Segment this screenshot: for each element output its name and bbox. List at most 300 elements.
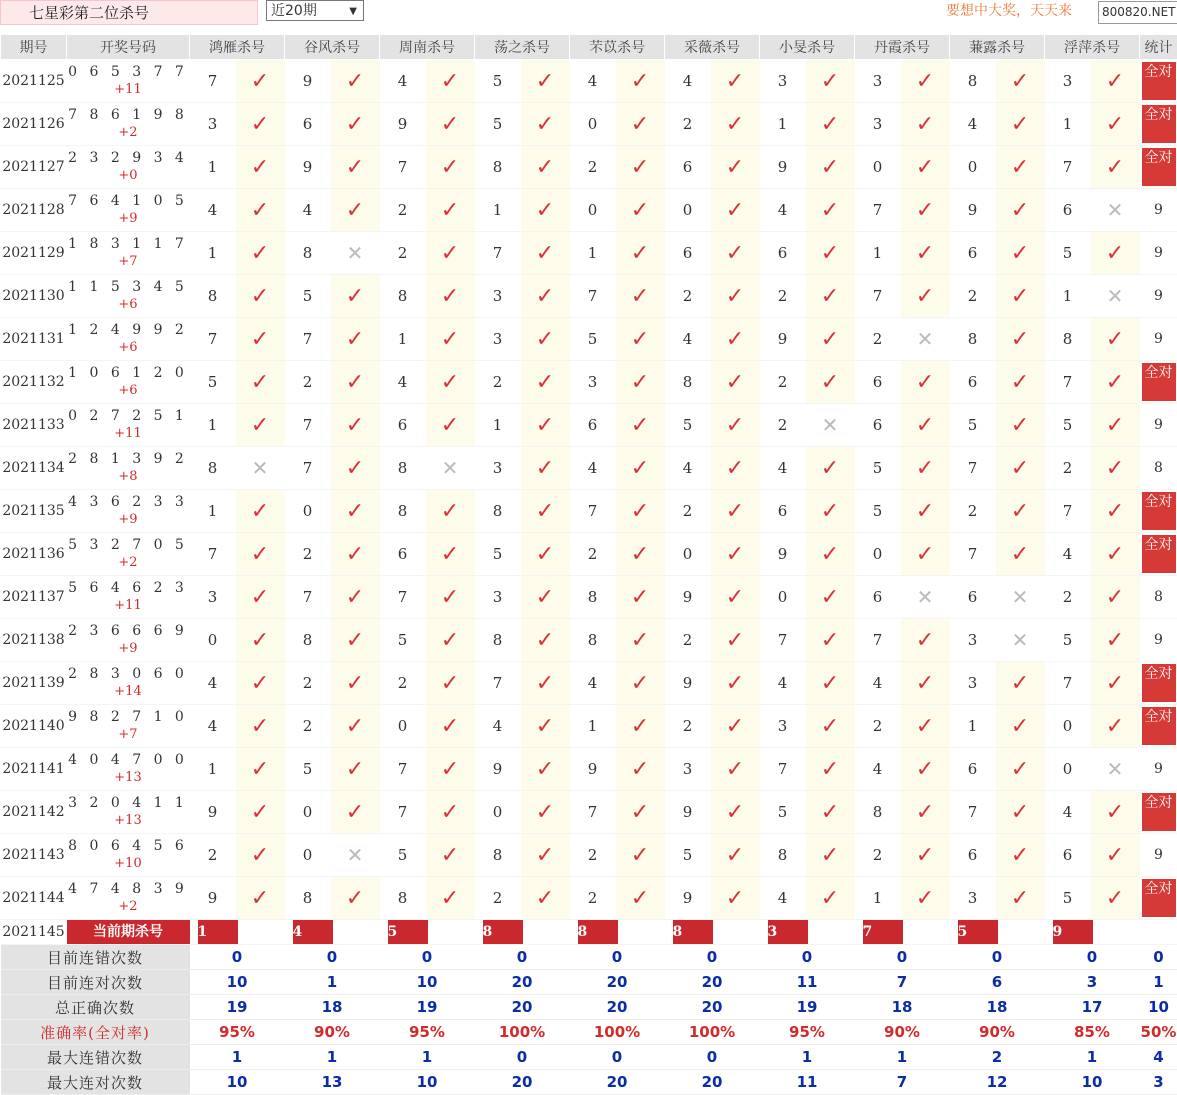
cross-icon: ✕ [252,456,269,480]
kill-value: 8 [570,619,616,662]
check-icon: ✓ [441,843,459,868]
check-icon: ✓ [251,327,269,352]
result-cell [616,576,665,619]
current-kill-badge: 5 [958,920,998,944]
summary-value: 18 [950,995,1045,1020]
result-cell [711,275,760,318]
kill-value: 2 [285,662,331,705]
kill-value: 4 [190,189,236,232]
check-icon: ✓ [916,499,934,524]
kill-value: 1 [855,877,901,920]
stat-cell [1140,705,1177,748]
kill-value: 2 [285,361,331,404]
check-icon: ✓ [1011,370,1029,395]
summary-label: 准确率(全对率) [1,1020,190,1045]
result-cell [806,705,855,748]
kill-value: 8 [760,834,806,877]
issue-number: 2021136 [1,533,67,576]
check-icon: ✓ [821,112,839,137]
kill-value: 3 [475,576,521,619]
check-icon: ✓ [631,542,649,567]
kill-value: 5 [285,748,331,791]
result-cell [901,490,950,533]
check-icon: ✓ [1106,585,1124,610]
result-cell [806,146,855,189]
issue-number: 2021129 [1,232,67,275]
summary-value: 20 [475,1070,570,1095]
result-cell [711,576,760,619]
kill-value: 5 [475,60,521,103]
kill-value: 8 [285,877,331,920]
summary-label: 最大连错次数 [1,1045,190,1070]
kill-value: 0 [380,705,426,748]
kill-value: 6 [855,361,901,404]
check-icon: ✓ [346,628,364,653]
check-icon: ✓ [251,585,269,610]
cross-icon: ✕ [822,413,839,437]
result-cell [901,60,950,103]
kill-value: 3 [950,619,996,662]
kill-value: 0 [665,533,711,576]
stat-cell: 9 [1140,189,1177,232]
result-cell [901,404,950,447]
all-correct-badge: 全对 [1142,62,1176,100]
table-row [1,361,1177,404]
stat-cell: 9 [1140,834,1177,877]
draw-sum: +13 [67,769,190,786]
stat-cell [1140,103,1177,146]
check-icon: ✓ [251,542,269,567]
result-cell [1091,103,1140,146]
draw-sum: +9 [67,640,190,657]
summary-value: 1 [855,1045,950,1070]
result-cell [806,791,855,834]
kill-value: 2 [665,103,711,146]
result-cell [426,361,475,404]
kill-value: 9 [665,576,711,619]
check-icon: ✓ [726,413,744,438]
check-icon: ✓ [346,585,364,610]
current-kill-cell [1045,920,1140,945]
draw-sum: +6 [67,339,190,356]
kill-value: 2 [760,275,806,318]
issue-number: 2021139 [1,662,67,705]
summary-value: 0 [665,1045,760,1070]
result-cell [521,619,570,662]
check-icon: ✓ [1106,800,1124,825]
kill-value: 2 [285,705,331,748]
summary-row [1,970,1177,995]
kill-value: 4 [190,705,236,748]
check-icon: ✓ [251,284,269,309]
result-cell [711,189,760,232]
result-cell [996,705,1045,748]
check-icon: ✓ [631,499,649,524]
kill-value: 8 [475,490,521,533]
table-row [1,60,1177,103]
cross-icon: ✕ [917,585,934,609]
summary-value: 90% [285,1020,380,1045]
draw-digits: 2 8 3 0 6 0 [68,666,188,682]
draw-code [67,490,190,533]
current-kill-badge: 4 [293,920,333,944]
draw-sum: +11 [67,81,190,98]
summary-value: 1 [760,1045,855,1070]
result-cell [616,146,665,189]
cross-icon: ✕ [1107,757,1124,781]
current-kill-cell [475,920,570,945]
issue-number: 2021126 [1,103,67,146]
cross-icon: ✕ [442,456,459,480]
kill-value: 3 [855,60,901,103]
kill-value: 7 [950,533,996,576]
summary-value: 18 [285,995,380,1020]
kill-value: 7 [475,662,521,705]
result-cell [1091,361,1140,404]
check-icon: ✓ [251,69,269,94]
issue-number: 2021135 [1,490,67,533]
draw-sum: +0 [67,167,190,184]
check-icon: ✓ [441,886,459,911]
kill-value: 8 [380,490,426,533]
kill-value: 8 [950,60,996,103]
kill-value: 6 [950,576,996,619]
kill-value: 2 [760,361,806,404]
kill-value: 4 [570,662,616,705]
draw-digits: 5 6 4 6 2 3 [68,580,188,596]
summary-value: 7 [855,1070,950,1095]
check-icon: ✓ [346,800,364,825]
result-cell [426,662,475,705]
check-icon: ✓ [1106,370,1124,395]
current-kill-cell [855,920,950,945]
kill-value: 9 [285,146,331,189]
kill-value: 0 [855,533,901,576]
kill-value: 4 [665,447,711,490]
result-cell [901,791,950,834]
result-cell [1091,791,1140,834]
check-icon: ✓ [441,284,459,309]
kill-value: 2 [855,834,901,877]
kill-value: 7 [1045,662,1091,705]
kill-value: 4 [760,447,806,490]
kill-value: 5 [1045,877,1091,920]
summary-row [1,1070,1177,1095]
cross-icon: ✕ [347,843,364,867]
kill-value: 8 [380,447,426,490]
check-icon: ✓ [916,800,934,825]
summary-value: 0 [665,945,760,970]
kill-value: 2 [285,533,331,576]
result-cell [996,576,1045,619]
result-cell [616,447,665,490]
kill-value: 0 [855,146,901,189]
result-cell [331,619,380,662]
kill-value: 7 [570,791,616,834]
kill-value: 7 [285,318,331,361]
summary-value: 13 [285,1070,380,1095]
draw-digits: 0 2 7 2 5 1 [68,408,188,424]
summary-value: 3 [1045,970,1140,995]
summary-value: 95% [190,1020,285,1045]
check-icon: ✓ [916,69,934,94]
result-cell [616,60,665,103]
kill-value: 3 [190,103,236,146]
check-icon: ✓ [726,542,744,567]
current-kill-cell [760,920,855,945]
result-cell [1091,404,1140,447]
check-icon: ✓ [631,843,649,868]
kill-value: 6 [1045,189,1091,232]
check-icon: ✓ [631,284,649,309]
all-correct-badge: 全对 [1142,879,1176,917]
result-cell [236,533,285,576]
kill-value: 1 [1045,275,1091,318]
summary-value: 1 [190,1045,285,1070]
result-cell [996,361,1045,404]
result-cell [711,834,760,877]
issue-number: 2021143 [1,834,67,877]
result-cell [331,576,380,619]
kill-value: 8 [285,232,331,275]
kill-value: 5 [380,834,426,877]
result-cell [236,447,285,490]
issue-number: 2021142 [1,791,67,834]
kill-value: 4 [665,318,711,361]
promo-marquee: 要想中大奖，天天来 [946,0,1099,25]
result-cell [806,576,855,619]
result-cell [331,791,380,834]
kill-value: 2 [380,232,426,275]
check-icon: ✓ [1011,327,1029,352]
result-cell [996,490,1045,533]
check-icon: ✓ [346,671,364,696]
summary-value: 20 [665,995,760,1020]
result-cell [1091,576,1140,619]
result-cell [806,404,855,447]
kill-value: 4 [855,662,901,705]
result-cell [711,146,760,189]
check-icon: ✓ [916,284,934,309]
result-cell [426,533,475,576]
draw-sum: +11 [67,425,190,442]
result-cell [521,490,570,533]
kill-value: 6 [665,232,711,275]
result-cell [521,447,570,490]
kill-value: 2 [570,533,616,576]
summary-value: 11 [760,970,855,995]
table-row [1,791,1177,834]
check-icon: ✓ [251,499,269,524]
result-cell [806,748,855,791]
check-icon: ✓ [346,370,364,395]
result-cell [996,447,1045,490]
summary-value: 1 [285,970,380,995]
draw-code [67,619,190,662]
check-icon: ✓ [1011,714,1029,739]
check-icon: ✓ [916,155,934,180]
table-row [1,533,1177,576]
check-icon: ✓ [821,585,839,610]
summary-value: 4 [1140,1045,1177,1070]
kill-value: 8 [475,146,521,189]
kill-value: 9 [760,318,806,361]
result-cell [331,232,380,275]
col-expert: 芣苡杀号 [570,35,665,60]
issue-number: 2021128 [1,189,67,232]
check-icon: ✓ [346,413,364,438]
check-icon: ✓ [916,456,934,481]
page-title: 七星彩第二位杀号 [0,0,258,25]
summary-value: 3 [1140,1070,1177,1095]
summary-value: 10 [1140,995,1177,1020]
kill-value: 2 [570,877,616,920]
result-cell [426,490,475,533]
check-icon: ✓ [346,456,364,481]
result-cell [996,275,1045,318]
check-icon: ✓ [821,628,839,653]
result-cell [901,533,950,576]
check-icon: ✓ [441,198,459,223]
result-cell [616,662,665,705]
result-cell [236,791,285,834]
current-kill-cell [950,920,1045,945]
summary-value: 100% [475,1020,570,1045]
summary-value: 95% [380,1020,475,1045]
result-cell [521,146,570,189]
check-icon: ✓ [821,456,839,481]
result-cell [331,748,380,791]
result-cell [426,447,475,490]
result-cell [806,318,855,361]
kill-value: 6 [950,232,996,275]
issue-number: 2021144 [1,877,67,920]
check-icon: ✓ [726,800,744,825]
summary-value: 0 [1045,945,1140,970]
summary-value: 100% [570,1020,665,1045]
kill-value: 7 [285,404,331,447]
result-cell [711,447,760,490]
result-cell [996,619,1045,662]
kill-value: 8 [950,318,996,361]
kill-value: 4 [760,189,806,232]
kill-value: 7 [1045,361,1091,404]
check-icon: ✓ [1011,757,1029,782]
check-icon: ✓ [251,886,269,911]
summary-value: 90% [855,1020,950,1045]
result-cell [331,60,380,103]
col-expert: 丹霞杀号 [855,35,950,60]
header-row [1,35,1177,60]
top-bar [0,0,1177,34]
kill-value: 6 [950,361,996,404]
check-icon: ✓ [916,671,934,696]
result-cell [521,60,570,103]
draw-code [67,189,190,232]
draw-digits: 1 2 4 9 9 2 [68,322,188,338]
result-cell [331,146,380,189]
result-cell [331,662,380,705]
result-cell [711,404,760,447]
draw-digits: 3 2 0 4 1 1 [68,795,188,811]
check-icon: ✓ [1106,327,1124,352]
result-cell [426,877,475,920]
site-badge: 800820.NET [1098,1,1177,24]
col-expert: 采薇杀号 [665,35,760,60]
check-icon: ✓ [1011,456,1029,481]
check-icon: ✓ [726,284,744,309]
check-icon: ✓ [821,886,839,911]
check-icon: ✓ [1011,155,1029,180]
check-icon: ✓ [631,327,649,352]
summary-value: 90% [950,1020,1045,1045]
kill-value: 1 [380,318,426,361]
kill-value: 5 [380,619,426,662]
kill-value: 6 [1045,834,1091,877]
kill-value: 3 [570,361,616,404]
result-cell [901,576,950,619]
result-cell [901,103,950,146]
kill-value: 6 [570,404,616,447]
kill-value: 2 [665,705,711,748]
check-icon: ✓ [251,800,269,825]
kill-value: 0 [1045,705,1091,748]
result-cell [521,705,570,748]
result-cell [1091,834,1140,877]
kill-value: 5 [190,361,236,404]
summary-value: 85% [1045,1020,1140,1045]
check-icon: ✓ [916,370,934,395]
result-cell [711,877,760,920]
check-icon: ✓ [631,628,649,653]
cross-icon: ✕ [1107,284,1124,308]
result-cell [996,662,1045,705]
result-cell [331,490,380,533]
current-kill-cell [380,920,475,945]
check-icon: ✓ [726,198,744,223]
result-cell [806,533,855,576]
kill-value: 2 [760,404,806,447]
all-correct-badge: 全对 [1142,363,1176,401]
result-cell [1091,232,1140,275]
kill-value: 1 [190,146,236,189]
kill-value: 5 [475,103,521,146]
result-cell [616,232,665,275]
issue-number: 2021132 [1,361,67,404]
result-cell [901,189,950,232]
kill-value: 2 [475,877,521,920]
stat-cell [1140,533,1177,576]
period-select[interactable] [266,0,364,21]
result-cell [901,619,950,662]
current-kill-badge: 8 [578,920,618,944]
stat-cell [1140,146,1177,189]
kill-value: 2 [1045,576,1091,619]
draw-digits: 1 1 5 3 4 5 [68,279,188,295]
summary-value: 0 [1140,945,1177,970]
summary-value: 1 [1045,1045,1140,1070]
check-icon: ✓ [536,585,554,610]
kill-value: 4 [190,662,236,705]
check-icon: ✓ [631,757,649,782]
col-expert: 谷风杀号 [285,35,380,60]
kill-value: 1 [190,232,236,275]
summary-value: 12 [950,1070,1045,1095]
kill-value: 2 [475,361,521,404]
result-cell [806,60,855,103]
result-cell [996,232,1045,275]
result-cell [1091,705,1140,748]
